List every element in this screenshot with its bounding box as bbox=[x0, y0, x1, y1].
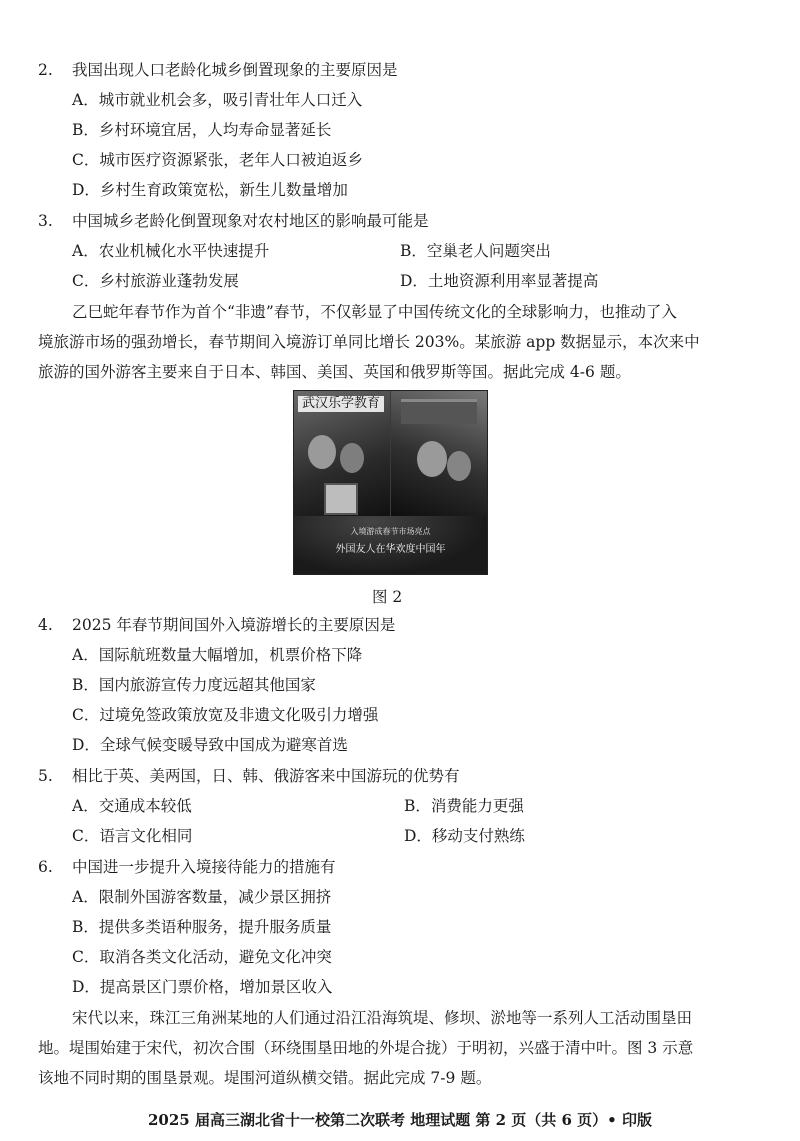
question-2-option-c: C．城市医疗资源紧张，老年人口被迫返乡 bbox=[72, 151, 363, 169]
question-4-option-d: D．全球气候变暖导致中国成为避寒首选 bbox=[72, 736, 348, 754]
question-4-option-a: A．国际航班数量大幅增加，机票价格下降 bbox=[72, 646, 363, 664]
figure-caption-band bbox=[294, 516, 487, 574]
question-3-option-d: D．土地资源利用率显著提高 bbox=[400, 272, 599, 290]
building-roof bbox=[401, 399, 477, 424]
question-6-option-d: D．提高景区门票价格，增加景区收入 bbox=[72, 978, 333, 996]
figure-photo-panels bbox=[294, 391, 487, 516]
figure-caption-small: 入境游成春节市场亮点 bbox=[350, 527, 431, 536]
question-4-stem: 2025 年春节期间国外入境游增长的主要原因是 bbox=[72, 616, 396, 634]
figure-right-panel bbox=[391, 391, 487, 516]
question-6-option-b: B．提供多类语种服务，提升服务质量 bbox=[72, 918, 332, 936]
question-3-stem: 中国城乡老龄化倒置现象对农村地区的影响最可能是 bbox=[72, 212, 429, 230]
question-5-option-b: B．消费能力更强 bbox=[404, 797, 524, 815]
question-5-option-c: C．语言文化相同 bbox=[72, 827, 193, 845]
figure-caption-large: 外国友人在华欢度中国年 bbox=[335, 544, 446, 555]
figure-2-photo bbox=[293, 390, 488, 575]
person-shape bbox=[417, 441, 447, 477]
figure-watermark: 武汉乐学教育 bbox=[298, 396, 384, 412]
question-4-option-b: B．国内旅游宣传力度远超其他国家 bbox=[72, 676, 316, 694]
passage-1-line-2: 境旅游市场的强劲增长，春节期间入境游订单同比增长 203%。某旅游 app 数据显示，本次来中 bbox=[38, 333, 700, 351]
question-3-option-a: A．农业机械化水平快速提升 bbox=[72, 242, 270, 260]
passage-2-line-3: 该地不同时期的围垦景观。堤围河道纵横交错。据此完成 7-9 题。 bbox=[38, 1069, 492, 1087]
question-3-option-c: C．乡村旅游业蓬勃发展 bbox=[72, 272, 239, 290]
question-5-option-a: A．交通成本较低 bbox=[72, 797, 192, 815]
question-6-stem: 中国进一步提升入境接待能力的措施有 bbox=[72, 858, 336, 876]
question-2-option-a: A．城市就业机会多，吸引青壮年人口迁入 bbox=[72, 91, 363, 109]
page-footer: 2025 届高三湖北省十一校第二次联考 地理试题 第 2 页（共 6 页）• 印版 bbox=[148, 1111, 652, 1129]
paper-cut-decoration bbox=[324, 483, 358, 515]
question-6-option-c: C．取消各类文化活动，避免文化冲突 bbox=[72, 948, 332, 966]
question-4-number: 4. bbox=[38, 616, 53, 634]
question-2-stem: 我国出现人口老龄化城乡倒置现象的主要原因是 bbox=[72, 61, 398, 79]
passage-2-line-1: 宋代以来，珠江三角洲某地的人们通过沿江沿海筑堤、修坝、淤地等一系列人工活动围垦田 bbox=[72, 1009, 693, 1027]
person-shape bbox=[308, 435, 336, 469]
question-5-option-d: D．移动支付熟练 bbox=[404, 827, 525, 845]
question-5-stem: 相比于英、美两国，日、韩、俄游客来中国游玩的优势有 bbox=[72, 767, 460, 785]
question-5-number: 5. bbox=[38, 767, 53, 785]
person-shape bbox=[447, 451, 471, 481]
question-6-number: 6. bbox=[38, 858, 53, 876]
question-2-option-b: B．乡村环境宜居，人均寿命显著延长 bbox=[72, 121, 332, 139]
question-6-option-a: A．限制外国游客数量，减少景区拥挤 bbox=[72, 888, 332, 906]
question-4-option-c: C．过境免签政策放宽及非遗文化吸引力增强 bbox=[72, 706, 379, 724]
passage-1-line-1: 乙巳蛇年春节作为首个“非遗”春节，不仅彰显了中国传统文化的全球影响力，也推动了入 bbox=[72, 303, 677, 321]
question-3-number: 3. bbox=[38, 212, 53, 230]
passage-2-line-2: 地。堤围始建于宋代，初次合围（环绕围垦田地的外堤合拢）于明初，兴盛于清中叶。图 3 示意 bbox=[38, 1039, 694, 1057]
figure-2-label: 图 2 bbox=[372, 588, 403, 606]
passage-1-line-3: 旅游的国外游客主要来自于日本、韩国、美国、英国和俄罗斯等国。据此完成 4-6 题。 bbox=[38, 363, 631, 381]
question-3-option-b: B．空巢老人问题突出 bbox=[400, 242, 551, 260]
person-shape bbox=[340, 443, 364, 473]
question-2-option-d: D．乡村生育政策宽松，新生儿数量增加 bbox=[72, 181, 348, 199]
question-2-number: 2. bbox=[38, 61, 53, 79]
